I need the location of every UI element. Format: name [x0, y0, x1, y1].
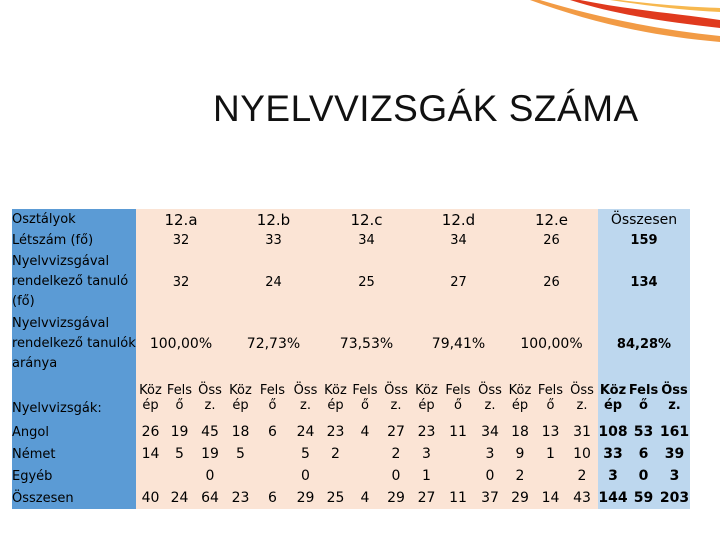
- subheader-cell: Köz ép: [226, 375, 255, 421]
- exam-count-cell: 14: [136, 443, 165, 465]
- exam-count-cell: 5: [226, 443, 255, 465]
- exam-count-cell: 11: [441, 487, 475, 509]
- row-label-certified-count: Nyelvvizsgával rendelkező tanuló (fő): [12, 251, 136, 313]
- certified-count-cell: 27: [412, 251, 505, 313]
- exam-count-cell: 6: [255, 487, 290, 509]
- certified-ratio-cell: 73,53%: [321, 313, 412, 375]
- certified-count-cell: 24: [226, 251, 321, 313]
- row-label-english: Angol: [12, 421, 136, 443]
- subheader-cell: Öss z.: [475, 375, 505, 421]
- exam-count-cell: [350, 443, 380, 465]
- subheader-cell: Köz ép: [505, 375, 535, 421]
- exam-count-cell: 3: [598, 465, 628, 487]
- exam-count-cell: 0: [380, 465, 412, 487]
- exam-count-cell: 26: [136, 421, 165, 443]
- total-header: Összesen: [598, 209, 690, 230]
- exam-count-cell: 108: [598, 421, 628, 443]
- exam-count-cell: 6: [628, 443, 659, 465]
- exam-count-cell: 3: [412, 443, 441, 465]
- exam-count-cell: 203: [659, 487, 690, 509]
- table-row-subheaders: [12, 375, 690, 421]
- certified-count-cell: 32: [136, 251, 226, 313]
- exam-count-cell: 4: [350, 487, 380, 509]
- exam-count-cell: 144: [598, 487, 628, 509]
- exam-count-cell: 19: [194, 443, 226, 465]
- language-exam-table: [12, 209, 690, 509]
- exam-count-cell: [255, 443, 290, 465]
- subheader-cell: Fels ő: [535, 375, 566, 421]
- exam-count-cell: 11: [441, 421, 475, 443]
- exam-count-cell: 23: [321, 421, 350, 443]
- exam-count-cell: 25: [321, 487, 350, 509]
- exam-count-cell: [136, 465, 165, 487]
- exam-count-cell: 5: [165, 443, 194, 465]
- subheader-cell: Öss z.: [290, 375, 321, 421]
- certified-ratio-cell: 79,41%: [412, 313, 505, 375]
- class-header: 12.e: [505, 209, 598, 230]
- exam-count-cell: 24: [290, 421, 321, 443]
- exam-count-cell: 31: [566, 421, 598, 443]
- exam-count-cell: 64: [194, 487, 226, 509]
- table-row-other: [12, 465, 690, 487]
- exam-count-cell: 3: [475, 443, 505, 465]
- class-header: 12.a: [136, 209, 226, 230]
- headcount-cell: 32: [136, 230, 226, 251]
- row-label-headcount: Létszám (fő): [12, 230, 136, 251]
- exam-count-cell: 0: [475, 465, 505, 487]
- exam-count-cell: 59: [628, 487, 659, 509]
- exam-count-cell: 29: [505, 487, 535, 509]
- exam-count-cell: 45: [194, 421, 226, 443]
- exam-count-cell: 10: [566, 443, 598, 465]
- exam-count-cell: 39: [659, 443, 690, 465]
- exam-count-cell: 29: [380, 487, 412, 509]
- headcount-cell: 34: [321, 230, 412, 251]
- exam-count-cell: 33: [598, 443, 628, 465]
- class-header: 12.b: [226, 209, 321, 230]
- certified-count-cell: 26: [505, 251, 598, 313]
- class-header: 12.c: [321, 209, 412, 230]
- table-row-certified-ratio: [12, 313, 690, 375]
- exam-count-cell: 18: [226, 421, 255, 443]
- exam-count-cell: [165, 465, 194, 487]
- row-label-other: Egyéb: [12, 465, 136, 487]
- exam-count-cell: 19: [165, 421, 194, 443]
- table-row-certified-count: [12, 251, 690, 313]
- exam-count-cell: [535, 465, 566, 487]
- certified-ratio-cell: 100,00%: [136, 313, 226, 375]
- exam-count-cell: 3: [659, 465, 690, 487]
- exam-count-cell: 2: [505, 465, 535, 487]
- subheader-cell: Fels ő: [255, 375, 290, 421]
- exam-count-cell: 27: [380, 421, 412, 443]
- row-label-total: Összesen: [12, 487, 136, 509]
- exam-count-cell: 18: [505, 421, 535, 443]
- subheader-cell: Öss z.: [659, 375, 690, 421]
- row-label-classes: Osztályok: [12, 209, 136, 230]
- table-row-german: [12, 443, 690, 465]
- table-row-classes: [12, 209, 690, 230]
- exam-count-cell: 0: [194, 465, 226, 487]
- exam-count-cell: 1: [412, 465, 441, 487]
- subheader-cell: Köz ép: [321, 375, 350, 421]
- exam-count-cell: 37: [475, 487, 505, 509]
- exam-count-cell: 0: [628, 465, 659, 487]
- table-row-total: [12, 487, 690, 509]
- exam-count-cell: [321, 465, 350, 487]
- exam-count-cell: 5: [290, 443, 321, 465]
- headcount-cell: 26: [505, 230, 598, 251]
- subheader-cell: Fels ő: [441, 375, 475, 421]
- exam-count-cell: 34: [475, 421, 505, 443]
- exam-count-cell: 43: [566, 487, 598, 509]
- row-label-certified-ratio: Nyelvvizsgával rendelkező tanulók aránya: [12, 313, 136, 375]
- headcount-total: 159: [598, 230, 690, 251]
- certified-ratio-cell: 72,73%: [226, 313, 321, 375]
- exam-count-cell: 23: [226, 487, 255, 509]
- subheader-cell: Öss z.: [194, 375, 226, 421]
- decorative-swoosh: [520, 0, 720, 60]
- subheader-cell: Öss z.: [380, 375, 412, 421]
- exam-count-cell: 29: [290, 487, 321, 509]
- exam-count-cell: [226, 465, 255, 487]
- exam-count-cell: [350, 465, 380, 487]
- subheader-cell: Köz ép: [412, 375, 441, 421]
- exam-count-cell: 14: [535, 487, 566, 509]
- row-label-exams: Nyelvvizsgák:: [12, 375, 136, 421]
- exam-count-cell: 27: [412, 487, 441, 509]
- certified-ratio-total: 84,28%: [598, 313, 690, 375]
- table-row-headcount: [12, 230, 690, 251]
- exam-count-cell: 23: [412, 421, 441, 443]
- page-title: NYELVVIZSGÁK SZÁMA: [213, 88, 639, 129]
- exam-count-cell: [441, 443, 475, 465]
- class-header: 12.d: [412, 209, 505, 230]
- exam-count-cell: 161: [659, 421, 690, 443]
- exam-count-cell: 53: [628, 421, 659, 443]
- exam-count-cell: 2: [566, 465, 598, 487]
- exam-count-cell: 4: [350, 421, 380, 443]
- subheader-cell: Köz ép: [136, 375, 165, 421]
- row-label-german: Német: [12, 443, 136, 465]
- subheader-cell: Köz ép: [598, 375, 628, 421]
- exam-count-cell: 0: [290, 465, 321, 487]
- exam-count-cell: 9: [505, 443, 535, 465]
- certified-count-cell: 25: [321, 251, 412, 313]
- exam-count-cell: 1: [535, 443, 566, 465]
- subheader-cell: Fels ő: [350, 375, 380, 421]
- headcount-cell: 33: [226, 230, 321, 251]
- certified-count-total: 134: [598, 251, 690, 313]
- exam-count-cell: 6: [255, 421, 290, 443]
- exam-count-cell: 13: [535, 421, 566, 443]
- subheader-cell: Öss z.: [566, 375, 598, 421]
- exam-count-cell: 24: [165, 487, 194, 509]
- exam-count-cell: 2: [321, 443, 350, 465]
- exam-count-cell: [255, 465, 290, 487]
- headcount-cell: 34: [412, 230, 505, 251]
- subheader-cell: Fels ő: [165, 375, 194, 421]
- subheader-cell: Fels ő: [628, 375, 659, 421]
- certified-ratio-cell: 100,00%: [505, 313, 598, 375]
- exam-count-cell: 40: [136, 487, 165, 509]
- exam-count-cell: 2: [380, 443, 412, 465]
- table-row-english: [12, 421, 690, 443]
- exam-count-cell: [441, 465, 475, 487]
